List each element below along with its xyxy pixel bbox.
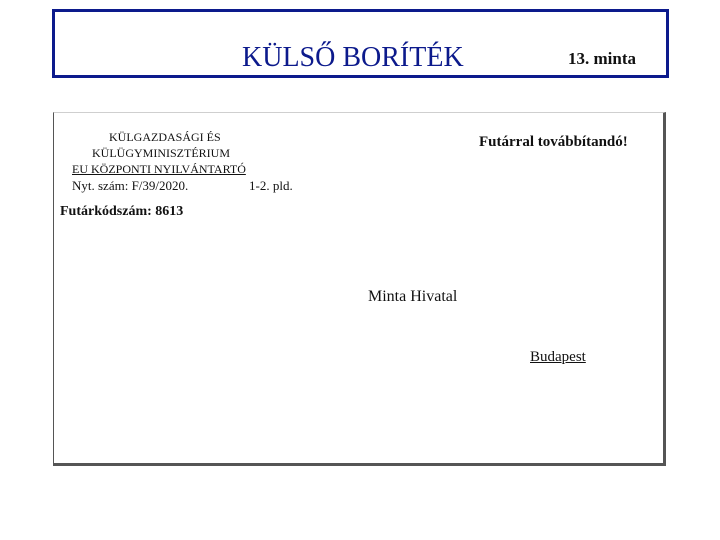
- sample-number: 13. minta: [568, 49, 636, 68]
- courier-code: Futárkódszám: 8613: [60, 204, 184, 219]
- copy-count: 1-2. pld.: [249, 178, 293, 193]
- recipient-name: Minta Hivatal: [368, 288, 458, 305]
- sender-line-3: EU KÖZPONTI NYILVÁNTARTÓ: [72, 162, 246, 176]
- sender-line-1: KÜLGAZDASÁGI ÉS: [109, 130, 221, 144]
- page-title: KÜLSŐ BORÍTÉK: [242, 42, 464, 73]
- sender-line-2: KÜLÜGYMINISZTÉRIUM: [92, 146, 230, 160]
- recipient-city: Budapest: [530, 349, 586, 365]
- registration-number: Nyt. szám: F/39/2020.: [72, 178, 189, 193]
- delivery-note: Futárral továbbítandó!: [479, 134, 628, 150]
